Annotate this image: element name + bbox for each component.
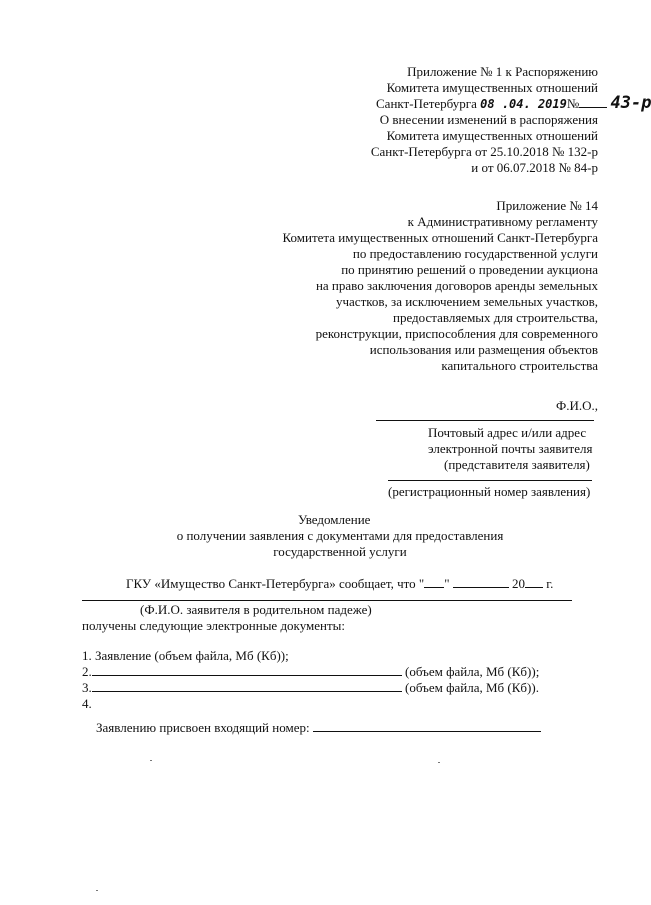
reg-number-caption: (регистрационный номер заявления) (388, 484, 591, 499)
assigned-number-blank (313, 731, 541, 732)
document-item-4 (82, 696, 92, 712)
document-item-2 (82, 664, 539, 680)
document-item-4-num: 4. (82, 696, 92, 711)
addressee-fio-line (376, 420, 594, 421)
appendix-line-9: реконструкции, приспособления для современного (315, 326, 598, 341)
notice-subtitle-1: о получении заявления с документами для предоставления (176, 528, 504, 543)
day-blank (424, 587, 444, 588)
appendix-line-7: участков, за исключением земельных участков, (336, 294, 598, 309)
appendix-line-6: на право заключения договоров аренды земельных (315, 278, 598, 293)
header-line-5: Комитета имущественных отношений (386, 128, 598, 143)
notice-subtitle-2: государственной услуги (273, 544, 407, 559)
handwritten-date: 08 .04. 2019 (480, 97, 567, 111)
appendix-line-8: предоставляемых для строительства, (393, 310, 598, 325)
assigned-number-text: Заявлению присвоен входящий номер: (96, 720, 310, 735)
document-item-2-text: (объем файла, Мб (Кб)); (405, 664, 540, 679)
document-item-2-num: 2. (82, 664, 92, 679)
scan-speck (438, 762, 440, 763)
addressee-postal-3: (представителя заявителя) (444, 457, 590, 472)
notice-reports-g: г. (546, 576, 554, 591)
document-item-3-line (92, 691, 402, 692)
applicant-name-line (82, 600, 572, 601)
year-blank (525, 587, 543, 588)
header-line-6: Санкт-Петербурга от 25.10.2018 № 132-р (370, 144, 598, 159)
header-line-2: Комитета имущественных отношений (386, 80, 598, 95)
appendix-line-1: Приложение № 14 (496, 198, 598, 213)
handwritten-number: 43-р (610, 93, 651, 113)
document-item-1-num: 1. (82, 648, 92, 663)
document-item-2-line (92, 675, 402, 676)
appendix-line-2: к Административному регламенту (407, 214, 598, 229)
assigned-number-line (96, 720, 541, 736)
notice-reports-quote: " (444, 576, 450, 591)
document-item-3-num: 3. (82, 680, 92, 695)
addressee-postal-1: Почтовый адрес и/или адрес (428, 425, 587, 440)
header-line-1: Приложение № 1 к Распоряжению (407, 64, 598, 79)
notice-reports-year: 20 (512, 576, 526, 591)
received-documents-text: получены следующие электронные документы: (82, 618, 346, 633)
notice-reports-text: ГКУ «Имущество Санкт-Петербурга» сообщает, что " (126, 576, 425, 591)
document-item-3-text: (объем файла, Мб (Кб)). (405, 680, 539, 695)
document-item-3 (82, 680, 539, 696)
appendix-line-4: по предоставлению государственной услуги (352, 246, 598, 261)
reg-number-line (388, 480, 592, 481)
appendix-line-3: Комитета имущественных отношений Санкт-Петербурга (282, 230, 598, 245)
notice-title: Уведомление (298, 512, 371, 527)
header-line-3 (376, 95, 651, 112)
document-item-1-text: Заявление (объем файла, Мб (Кб)); (95, 648, 289, 663)
notice-reports-line (126, 576, 553, 592)
header-line-3-prefix: Санкт-Петербурга (376, 96, 477, 111)
addressee-postal-2: электронной почты заявителя (428, 441, 593, 456)
header-line-7: и от 06.07.2018 № 84-р (471, 160, 598, 175)
header-number-sign: № (566, 96, 580, 111)
number-blank-line (579, 107, 607, 108)
scan-speck (96, 890, 98, 891)
document-item-1 (82, 648, 289, 664)
appendix-line-5: по принятию решений о проведении аукциона (341, 262, 598, 277)
scan-speck (150, 760, 152, 761)
month-blank (453, 587, 509, 588)
addressee-fio: Ф.И.О., (555, 398, 598, 413)
applicant-caption: (Ф.И.О. заявителя в родительном падеже) (140, 602, 372, 617)
appendix-line-10: использования или размещения объектов (369, 342, 598, 357)
appendix-line-11: капитального строительства (441, 358, 598, 373)
header-line-4: О внесении изменений в распоряжения (379, 112, 598, 127)
